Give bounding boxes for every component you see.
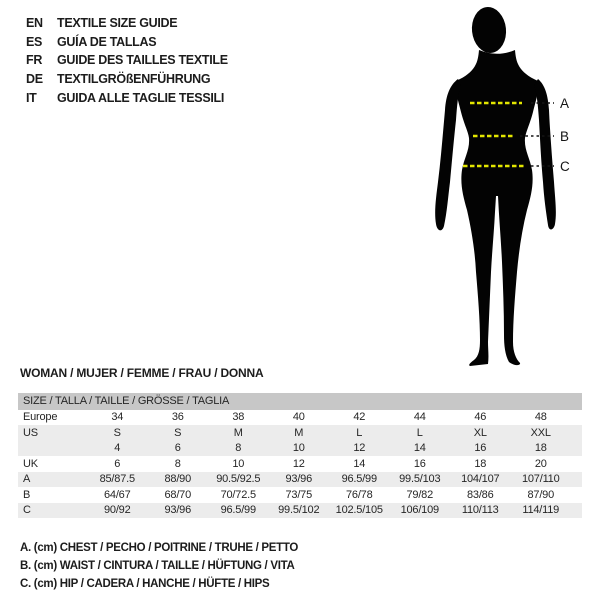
table-row-waist — [18, 487, 582, 503]
cell: 68/70 — [164, 488, 192, 501]
cell: 90.5/92.5 — [216, 473, 261, 486]
cell: 10 — [232, 457, 245, 470]
cell: 36 — [171, 411, 184, 424]
cell: 42 — [353, 411, 366, 424]
measurement-figure — [400, 0, 600, 380]
language-row-es — [26, 33, 228, 52]
language-code: ES — [26, 34, 43, 49]
cell: 90/92 — [103, 504, 131, 517]
row-label: Europe — [23, 411, 58, 424]
section-title: WOMAN / MUJER / FEMME / FRAU / DONNA — [20, 366, 264, 380]
cell: 107/110 — [521, 473, 560, 486]
table-row-hip — [18, 503, 582, 519]
language-row-fr — [26, 51, 228, 70]
cell: XL — [473, 426, 487, 439]
table-row-us — [18, 425, 582, 441]
legend-line-chest: A. (cm) CHEST / PECHO / POITRINE / TRUHE / PETTO — [20, 542, 299, 555]
cell: 40 — [292, 411, 305, 424]
table-row-chest — [18, 472, 582, 488]
cell: 93/96 — [285, 473, 313, 486]
cell: 76/78 — [345, 488, 373, 501]
legend-line-waist: B. (cm) WAIST / CINTURA / TAILLE / HÜFTUNG / VITA — [20, 560, 295, 573]
language-row-en — [26, 14, 228, 33]
cell: 106/109 — [400, 504, 439, 517]
cell: 44 — [413, 411, 426, 424]
cell: 96.5/99 — [341, 473, 377, 486]
cell: 85/87.5 — [99, 473, 135, 486]
cell: 34 — [111, 411, 124, 424]
language-title: GUÍA DE TALLAS — [57, 34, 157, 49]
label-b: B — [560, 129, 570, 144]
language-title: GUIDE DES TAILLES TEXTILE — [57, 53, 228, 68]
row-label: US — [23, 426, 38, 439]
cell: 110/113 — [461, 504, 499, 517]
cell: 18 — [474, 457, 487, 470]
row-label: C — [23, 504, 31, 517]
silhouette-left-arm — [435, 79, 461, 230]
language-title: TEXTILE SIZE GUIDE — [57, 16, 178, 31]
cell: 96.5/99 — [220, 504, 256, 517]
language-title: GUIDA ALLE TAGLIE TESSILI — [57, 90, 225, 105]
cell: S — [113, 426, 121, 439]
cell: 12 — [353, 442, 366, 455]
label-c: C — [560, 159, 570, 174]
cell: 64/67 — [103, 488, 131, 501]
language-row-it — [26, 88, 228, 107]
cell: 16 — [474, 442, 487, 455]
cell: 46 — [474, 411, 487, 424]
cell: 93/96 — [164, 504, 192, 517]
cell: 18 — [534, 442, 547, 455]
table-header: SIZE / TALLA / TAILLE / GRÖSSE / TAGLIA — [18, 393, 582, 410]
table-row-europe — [18, 410, 582, 426]
woman-silhouette-svg — [400, 0, 600, 380]
cell: 6 — [174, 442, 181, 455]
row-label: UK — [23, 457, 38, 470]
silhouette-head — [470, 5, 509, 54]
language-code: DE — [26, 72, 43, 87]
language-title: TEXTILGRÖßENFÜHRUNG — [57, 72, 211, 87]
cell: 114/119 — [522, 504, 560, 517]
cell: 48 — [534, 411, 547, 424]
silhouette-right-arm — [534, 79, 556, 229]
cell: 14 — [413, 442, 426, 455]
measurement-legend — [20, 539, 298, 594]
cell: 70/72.5 — [220, 488, 256, 501]
cell: 8 — [174, 457, 181, 470]
cell: 4 — [114, 442, 121, 455]
cell: S — [174, 426, 182, 439]
cell: M — [294, 426, 304, 439]
row-label: A — [23, 473, 31, 486]
cell: 88/90 — [164, 473, 192, 486]
cell: 14 — [353, 457, 366, 470]
language-list — [26, 14, 228, 107]
cell: 104/107 — [461, 473, 500, 486]
cell: 79/82 — [406, 488, 434, 501]
cell: L — [416, 426, 423, 439]
language-code: IT — [26, 90, 37, 105]
size-table — [18, 393, 582, 518]
language-row-de — [26, 70, 228, 89]
row-label: B — [23, 488, 31, 501]
cell: 73/75 — [285, 488, 313, 501]
cell: 83/86 — [466, 488, 494, 501]
language-code: FR — [26, 53, 43, 68]
cell: L — [356, 426, 363, 439]
table-row-uk — [18, 456, 582, 472]
cell: 8 — [235, 442, 242, 455]
cell: 102.5/105 — [335, 504, 383, 517]
cell: 87/90 — [527, 488, 555, 501]
legend-line-hip: C. (cm) HIP / CADERA / HANCHE / HÜFTE / HIPS — [20, 578, 270, 591]
cell: 6 — [114, 457, 121, 470]
cell: 99.5/103 — [399, 473, 441, 486]
cell: 10 — [292, 442, 305, 455]
cell: 16 — [413, 457, 426, 470]
language-code: EN — [26, 16, 43, 31]
cell: M — [233, 426, 243, 439]
cell: 20 — [534, 457, 547, 470]
cell: 12 — [292, 457, 305, 470]
label-a: A — [560, 96, 570, 111]
cell: XXL — [530, 426, 551, 439]
table-row-us-numeric — [18, 441, 582, 457]
silhouette-body — [456, 50, 538, 366]
cell: 99.5/102 — [278, 504, 320, 517]
cell: 38 — [232, 411, 245, 424]
